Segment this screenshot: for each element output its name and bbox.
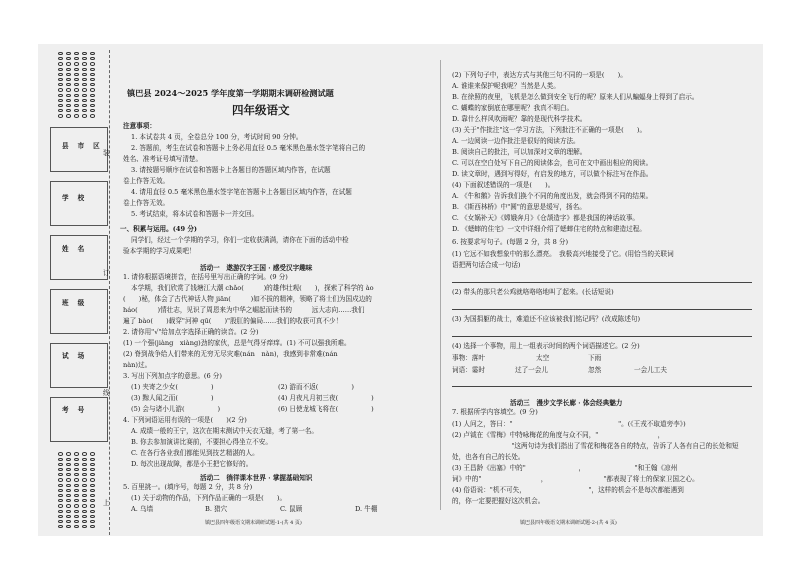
- q4-option: A. 成绩一般的王宁，这次在期末测试中天衣无缝，考了第一名。: [131, 427, 318, 435]
- q7-line: (3) 王昌龄《出塞》中的" ， "和王翰《凉州: [452, 464, 678, 472]
- q6-4-words: 过了一会儿: [515, 366, 548, 374]
- q5-cont-line: A. 《牛和鹅》告诉我们换个不同的角度出发，就会得到不同的结果。: [452, 192, 653, 200]
- binding-hole: [66, 504, 71, 507]
- q5-cont-line: A. 谁谁来保护呢我呢？当然是人类。: [452, 82, 560, 90]
- q3-item: (3) 黥人闻之而( ): [131, 394, 214, 402]
- binding-hole: [74, 73, 79, 76]
- binding-hole: [90, 99, 95, 102]
- section1-intro: 验本学期的学习成果吧！: [123, 247, 196, 255]
- q6-4-words: 忽然: [588, 366, 602, 374]
- side-mark: 线: [103, 389, 110, 397]
- binding-hole: [74, 94, 79, 97]
- q6-4-things: 事物：落叶: [452, 354, 485, 362]
- exam-number-label: 考号: [62, 406, 94, 414]
- q6-4-words: 一会儿工夫: [634, 366, 667, 374]
- q6-4-line: (4) 选择一个事物，用上一组表示时间的两个词语描述它。(2 分): [452, 342, 640, 350]
- binding-hole: [58, 504, 63, 507]
- q2-line: (2) 脊到战争给人们带来的无穷无尽灾难(nán nàn)，我感到非常难(nán: [123, 350, 338, 358]
- binding-hole: [66, 73, 71, 76]
- q3-title: 3. 写出下列加点字的意思。(6 分): [123, 372, 222, 380]
- binding-hole: [66, 458, 71, 461]
- q1-line: 遍了 bào( )载穿"河神 qū( )"股肛的偏局……我们的收获可真不少！: [123, 317, 343, 325]
- q5-cont-line: (3) 关于"作批注"这一学习方法，下列批注不正确的一项是( )。: [452, 126, 647, 134]
- q1-line: 1. 请你根据语境拼音，在括号里写出正确的字词。(9 分): [123, 273, 288, 281]
- binding-hole: [74, 62, 79, 65]
- binding-hole: [90, 515, 95, 518]
- section1-title: 一、积累与运用。(49 分): [120, 225, 198, 233]
- binding-hole: [82, 489, 87, 492]
- binding-hole: [90, 478, 95, 481]
- binding-hole: [74, 68, 79, 71]
- room-label: 试场: [62, 352, 94, 360]
- binding-hole: [82, 504, 87, 507]
- binding-hole: [82, 88, 87, 91]
- binding-hole: [66, 463, 71, 466]
- binding-hole: [58, 463, 63, 466]
- notes-heading: 注意事项：: [123, 122, 156, 130]
- binding-hole: [58, 510, 63, 513]
- q6-1-line: 语把两句话合成一句话): [452, 261, 521, 269]
- q5-cont-line: B. 在徐照的夜里，飞机是怎么做到安全飞行的呢？原来人们从蝙蝠身上得到了启示。: [452, 93, 699, 101]
- activity3-title: 活动三 漫步文学长廊 · 体会经典魅力: [510, 399, 623, 407]
- binding-hole: [90, 484, 95, 487]
- binding-hole: [82, 68, 87, 71]
- binding-hole: [74, 114, 79, 117]
- q1-line: 本学期，我们欣赏了钱塘江大潮 chǎo( )的雄伟壮观( )，探索了科学的 ào: [131, 284, 374, 292]
- q5-option: A. 乌墙: [131, 505, 154, 513]
- q4-option: C. 在各行各业我们都能见到技艺精湛的人。: [131, 449, 259, 457]
- binding-hole: [90, 510, 95, 513]
- binding-hole: [74, 478, 79, 481]
- q5-cont-line: C. 蝴蝶的家倒底在哪里呢？我真不明白。: [452, 104, 574, 112]
- binding-hole: [74, 510, 79, 513]
- q5-option: C. 鼠顾: [280, 505, 303, 513]
- q1-line: háo( )情壮志，见识了周恩来为中华之崛起而读书的 远大志向……我们: [123, 306, 365, 314]
- binding-hole: [58, 484, 63, 487]
- exam-title: 镇巴县 2024～2025 学年度第一学期期末调研检测试题: [127, 88, 334, 98]
- binding-hole: [74, 504, 79, 507]
- note-line: 卷上作答无效。: [123, 177, 170, 185]
- binding-hole: [90, 114, 95, 117]
- binding-dashed-line: [109, 50, 110, 535]
- q7-title: 7. 根据所学内容填空。(9 分): [452, 408, 538, 416]
- q4-line: 4. 下列词语运用有误的一项是( )(2 分): [123, 416, 247, 424]
- binding-hole: [82, 452, 87, 455]
- q6-3-line: (3) 为国捐躯的战士，难道还不应该被我们铭记吗？(改成陈述句): [452, 315, 641, 323]
- side-mark: 上: [103, 499, 110, 507]
- note-line: 2. 答题前，考生在试卷和答题卡上务必用直径 0.5 毫米黑色墨水签字笔将自己的: [131, 144, 366, 152]
- binding-hole: [58, 489, 63, 492]
- q7-line: "这两句诗为我们指出了雪花和梅花各自的特点，告诉了人各有自己的长处和短: [452, 442, 739, 450]
- class-box[interactable]: [50, 289, 108, 334]
- answer-line[interactable]: [452, 309, 752, 310]
- binding-hole: [74, 484, 79, 487]
- binding-hole: [90, 88, 95, 91]
- class-label: 班级: [62, 299, 94, 307]
- side-mark: 装: [103, 149, 110, 157]
- binding-hole: [58, 99, 63, 102]
- binding-hole: [58, 94, 63, 97]
- binding-hole: [90, 73, 95, 76]
- binding-hole: [66, 452, 71, 455]
- binding-hole: [74, 88, 79, 91]
- q3-item: (5) 会与诸小儿游( ): [131, 405, 221, 413]
- q6-2-line: (2) 带头的那只老公鸡就咯咯咯地叫了起来。(长话短说): [452, 288, 614, 296]
- binding-hole: [66, 88, 71, 91]
- q3-item: (4) 月夜凡月初三夜( ): [278, 394, 374, 402]
- subject-title: 四年级语文: [232, 103, 290, 117]
- q5-cont-line: D. 读文章时，遇到写得好，有启发的地方，可以做个标注写在作品。: [452, 170, 653, 178]
- note-line: 4. 请用直径 0.5 毫米黑色墨水签字笔在答题卡上各题目区域内作答，在试题: [131, 188, 352, 196]
- binding-hole: [82, 458, 87, 461]
- q5-cont-line: (2) 下列句子中，表达方式与其他三句不同的一项是( )。: [452, 71, 627, 79]
- q7-line: 处，也各有自己的长处。: [452, 453, 525, 461]
- binding-hole: [82, 463, 87, 466]
- binding-hole: [82, 515, 87, 518]
- q4-option: B. 你去参加演讲比赛前，不要担心得坐立不安。: [131, 438, 272, 446]
- binding-hole: [58, 515, 63, 518]
- binding-hole: [82, 484, 87, 487]
- q5-option: D. 牛棚: [355, 505, 378, 513]
- binding-hole: [58, 88, 63, 91]
- binding-hole: [74, 99, 79, 102]
- q6-title: 6. 按要求写句子。(每题 2 分，共 8 分): [452, 238, 569, 246]
- binding-hole: [58, 114, 63, 117]
- binding-hole: [82, 478, 87, 481]
- q1-line: ( )秘，体会了古代神话人物 jiān( )如不拔的精神，领略了将士们为国戍边的: [123, 295, 372, 303]
- binding-hole: [58, 62, 63, 65]
- binding-hole: [90, 463, 95, 466]
- binding-hole: [66, 114, 71, 117]
- binding-hole: [82, 99, 87, 102]
- q5-cont-line: D. 《蟋蟀的住宅》一文中详细介绍了蟋蟀住宅的特点和建造过程。: [452, 225, 646, 233]
- note-line: 姓名、准考证号填写清楚。: [123, 155, 203, 163]
- binding-hole: [66, 484, 71, 487]
- q2-line: (1) 一个强(jiàng xiàng)劲的家伙，总是气得牙痒痒。(1) 不可以强我所难。: [123, 339, 351, 347]
- note-line: 5. 考试结束，将本试卷和答题卡一并交回。: [131, 210, 259, 218]
- note-line: 卷上作答无效。: [123, 199, 170, 207]
- q5-line: (1) 关于动物的作品，下列作品正确的一项是( )。: [131, 494, 287, 502]
- binding-hole: [66, 510, 71, 513]
- county-label: 县市区: [62, 142, 109, 150]
- page-divider: [440, 60, 441, 510]
- q5-cont-line: C. 《女娲补天》《嫦娥奔月》《仓颉造字》都是我国的神话故事。: [452, 214, 640, 222]
- binding-hole: [74, 458, 79, 461]
- q7-line: 的，你一定要把握好这次机会。: [452, 497, 545, 505]
- q5-cont-line: C. 可以在空白处写下自己的阅读体会，也可在文中画出相应的阅读。: [452, 159, 653, 167]
- binding-hole: [90, 489, 95, 492]
- q7-line: (1) 人问之，答曰：" "。(《王戎不取道旁李》): [452, 420, 686, 428]
- binding-hole: [74, 515, 79, 518]
- answer-line[interactable]: [452, 282, 752, 283]
- answer-line[interactable]: [452, 336, 752, 337]
- q2-line: 2. 请你用"√"给加点字选择正确的读音。(2 分): [123, 328, 259, 336]
- q3-item: (6) 日使龙城飞将在( ): [278, 405, 374, 413]
- binding-hole: [90, 452, 95, 455]
- q5-cont-line: B. 《斯西林桥》中"圆"的意思是缓写，扬名。: [452, 203, 586, 211]
- binding-hole: [66, 489, 71, 492]
- activity1-title: 活动一 遨游汉字王国 · 感受汉字趣味: [200, 264, 313, 272]
- binding-hole: [90, 68, 95, 71]
- binding-hole: [74, 452, 79, 455]
- q6-4-words: 词语：霎时: [452, 366, 485, 374]
- binding-hole: [66, 94, 71, 97]
- binding-hole: [82, 510, 87, 513]
- q7-line: (4) 俗语说："机不可失， "，这样的机会不是每次都能遇到: [452, 486, 684, 494]
- q5-line: 5. 百里挑一。(填序号，每题 2 分，共 8 分): [123, 483, 253, 491]
- binding-hole: [66, 515, 71, 518]
- binding-hole: [58, 73, 63, 76]
- q5-cont-line: (4) 下面叙述错误的一项是( )。: [452, 181, 555, 189]
- q6-4-things: 下雨: [588, 354, 602, 362]
- binding-hole: [90, 94, 95, 97]
- q5-cont-line: A. 一边阅读一边作批注是很好的阅读方法。: [452, 137, 580, 145]
- q2-line: nàn)过。: [123, 361, 152, 369]
- school-label: 学校: [62, 194, 94, 202]
- q7-line: (2) 卢钺在《雪梅》中特咏梅花的角度与众不同，" ，: [452, 431, 665, 439]
- q6-1-line: (1) 它远不如我想象中的那么漂亮。 我极高兴地接受了它。(用恰当的关联词: [452, 250, 674, 258]
- binding-hole: [74, 489, 79, 492]
- binding-hole: [58, 458, 63, 461]
- binding-hole: [74, 463, 79, 466]
- q5-cont-line: D. 靠什么样风吹雨呢？靠的是现代科学技术。: [452, 115, 587, 123]
- binding-hole: [82, 114, 87, 117]
- activity2-title: 活动二 徜徉课本世界 · 掌握基础知识: [200, 474, 313, 482]
- q3-item: (2) 游而不返( ): [278, 383, 354, 391]
- binding-hole: [90, 458, 95, 461]
- q7-line: 词》中的" ， "都表现了将士的保家卫国之心。: [452, 475, 699, 483]
- section1-intro: 同学们，经过一个学期的学习，你们一定收获满满，请你在下面的活动中检: [131, 236, 349, 244]
- q3-item: (1) 夹寄之少女( ): [131, 383, 214, 391]
- binding-hole: [82, 62, 87, 65]
- answer-line[interactable]: [452, 386, 752, 387]
- binding-hole: [58, 68, 63, 71]
- note-line: 3. 请按题号顺序在试卷和答题卡上各题目的答题区域内作答，在试题: [131, 166, 331, 174]
- binding-hole: [82, 94, 87, 97]
- binding-hole: [66, 68, 71, 71]
- school-box[interactable]: [50, 181, 108, 226]
- side-mark: 订: [103, 269, 110, 277]
- q4-option: D. 每次出现故障，都是小王把它修好的。: [131, 460, 253, 468]
- binding-hole: [90, 62, 95, 65]
- note-line: 1. 本试卷共 4 页，全卷总分 100 分，考试时间 90 分钟。: [131, 133, 303, 141]
- binding-hole: [66, 478, 71, 481]
- q6-4-things: 太空: [536, 354, 550, 362]
- q5-option: B. 猎穴: [205, 505, 228, 513]
- q5-cont-line: B. 阅读自己的批注，可以加深对文章的理解。: [452, 148, 587, 156]
- name-box[interactable]: [50, 235, 108, 280]
- binding-hole: [66, 99, 71, 102]
- page-footer: 镇巴县四年级语文期末调研试题-1-(共 4 页): [205, 520, 302, 526]
- page-footer: 镇巴县四年级语文期末调研试题-2-(共 4 页): [520, 520, 617, 526]
- name-label: 姓名: [62, 245, 94, 253]
- binding-hole: [58, 452, 63, 455]
- binding-hole: [90, 504, 95, 507]
- binding-hole: [66, 62, 71, 65]
- binding-hole: [58, 478, 63, 481]
- binding-hole: [82, 73, 87, 76]
